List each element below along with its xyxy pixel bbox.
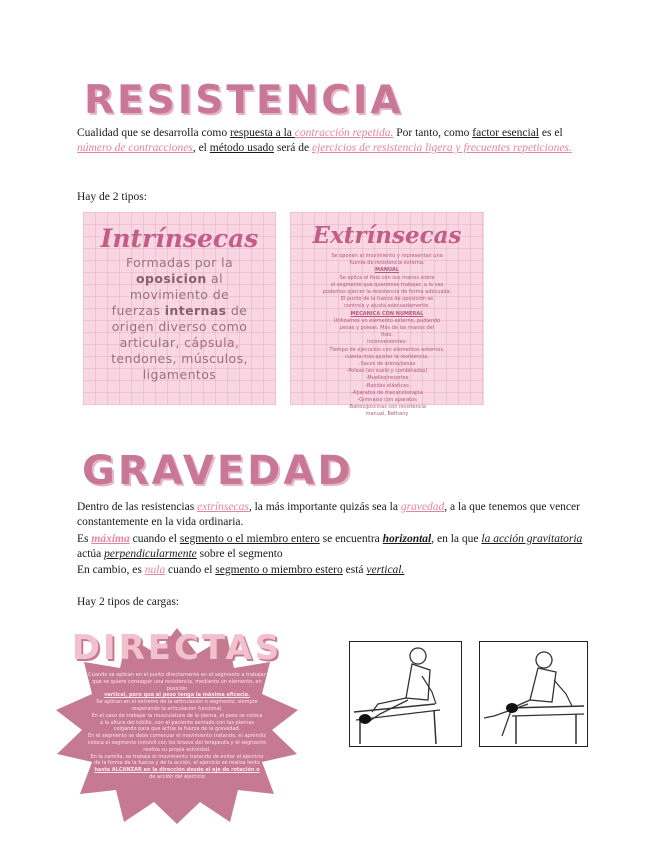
text-line: MECANICA CON NUMERAL xyxy=(350,310,424,317)
gravedad-paragraph-2 xyxy=(77,532,587,562)
text-run: segmento o miembro estero xyxy=(215,564,343,576)
gravedad-paragraph-3 xyxy=(77,563,587,578)
cargas-label: Hay 2 tipos de cargas: xyxy=(77,596,179,608)
text-run: sobre el segmento xyxy=(196,548,283,560)
card-title: Extrínsecas xyxy=(312,222,462,249)
card-line: tendones, músculos, xyxy=(111,351,248,366)
text-line: que se quiere conseguir una resistencia, mediante un elemento, en posición xyxy=(92,678,262,692)
card-line: articular, cápsula, xyxy=(119,335,240,350)
directas-badge xyxy=(52,624,302,824)
text-line: El punto de la fuerza de oposición se xyxy=(340,296,434,303)
card-intrinsecas xyxy=(83,212,276,405)
directas-title: DIRECTAS xyxy=(71,628,283,668)
text-line: MANUAL xyxy=(375,267,399,274)
text-line: fuente de resistencia externa. xyxy=(349,260,425,267)
text-line: -Gimnasio con aparatos xyxy=(357,397,417,404)
text-line: manual, Bethany xyxy=(365,411,409,418)
highlight-numero: número de contracciones xyxy=(77,142,193,154)
text-run: es el xyxy=(539,127,563,139)
highlight-maxima: máxima xyxy=(91,533,130,545)
text-line: hasta ALCANZAR en la dirección desde el eje de rotación o xyxy=(94,767,260,774)
text-run: será de xyxy=(273,142,312,154)
tipos-label: Hay de 2 tipos: xyxy=(77,191,147,203)
text-line: cuesta más ajustar la resistencia. xyxy=(345,353,429,360)
text-run: la acción gravitatoria xyxy=(481,533,583,545)
text-run: , a la que tenemos que vencer constantemente en la vida ordinaria. xyxy=(77,501,580,528)
text-run: actúa xyxy=(77,548,105,560)
text-line: respetando la articulación funcional. xyxy=(131,705,223,712)
text-line: En el caso de trabajar la musculatura de la pierna, el peso se coloca xyxy=(91,712,263,719)
card-line: Formadas por la xyxy=(125,255,234,270)
card-line: origen diverso como xyxy=(111,319,248,334)
gravedad-paragraph-1 xyxy=(77,500,587,530)
text-line: vertical, pero que el peso tenga la máxima eficacia. xyxy=(104,692,250,699)
text-run: factor esencial xyxy=(472,127,540,139)
text-run: respuesta a la xyxy=(229,127,295,139)
text-line: -Muelles/resortes xyxy=(365,375,409,382)
text-line: -Poleas (en suelo y combinadas) xyxy=(346,368,428,375)
text-run: horizontal xyxy=(382,533,432,545)
text-line: Inconvenientes: xyxy=(367,339,407,346)
text-line: Tiempo de ejecución con elementos externos, xyxy=(329,346,445,353)
text-run: En cambio, es xyxy=(77,564,145,576)
highlight-ejercicios: ejercicios de resistencia ligera y frecuentes repeticiones. xyxy=(311,142,572,154)
exercise-photo-2 xyxy=(479,641,588,747)
text-line: -Sacos de arena/pesas xyxy=(358,361,416,368)
highlight-contraccion: contracción repetida. xyxy=(294,127,394,139)
text-line: de la forma de la fuerza y de la acción, el ejercicio se realiza lento xyxy=(94,760,260,767)
card-line: fuerzas internas de xyxy=(111,303,248,318)
text-line: En la camilla, se trabaja el movimiento tratando de evitar el ejercicio xyxy=(90,753,264,760)
text-line: -Aparatos de mecanoterapia xyxy=(351,389,423,396)
highlight-extrinsecas: extrínsecas xyxy=(197,501,249,513)
text-run: está xyxy=(342,564,367,576)
ankle-weight-exercise-illustration xyxy=(480,642,587,746)
text-run: cuando el xyxy=(165,564,216,576)
seated-knee-extension-illustration xyxy=(350,642,461,746)
text-run: segmento o el miembro entero xyxy=(179,533,320,545)
text-line: coloca el segmento inmóvil con los brazos del terapeuta y el segmento xyxy=(87,739,267,746)
text-line: controla y ajusta adecuadamente. xyxy=(344,303,430,310)
text-run: Por tanto, como xyxy=(393,127,473,139)
text-run: método usado xyxy=(209,142,274,154)
highlight-nula: nula xyxy=(144,564,166,576)
highlight-gravedad: gravedad xyxy=(400,501,445,513)
resistencia-title: RESISTENCIA xyxy=(84,78,404,123)
text-line: el segmento que queremos trabajar, a la vez xyxy=(330,281,444,288)
text-line: de acción del ejercicio xyxy=(149,773,205,780)
text-line: Se aplican en el extremo de la articulación o segmento, siempre xyxy=(96,699,258,706)
text-line: realiza su propia actividad. xyxy=(143,746,211,753)
directas-body xyxy=(82,672,272,781)
text-run: Dentro de las resistencias xyxy=(77,501,198,513)
text-line: -Baños/piscinas con resistencia xyxy=(348,404,426,411)
text-line: Se aplica el fisio con sus manos sobre xyxy=(339,274,435,281)
gravedad-title: GRAVEDAD xyxy=(82,448,354,494)
card-body xyxy=(83,255,276,383)
text-line: pesas y poleas. Más de las manos del xyxy=(339,325,435,332)
text-run: se encuentra xyxy=(319,533,383,545)
text-line: En el segmento se debe comenzar el movimiento tratando, el aprendiz xyxy=(88,733,266,740)
text-line: Utilizamos un elemento externo, pudiendo xyxy=(333,317,441,324)
card-line: oposicion al xyxy=(136,271,223,286)
text-line: fisio. xyxy=(381,332,393,339)
card-line: ligamentos xyxy=(142,367,217,382)
text-line: a la altura del tobillo, con el paciente sentado con las piernas xyxy=(99,719,255,726)
card-extrinsecas xyxy=(290,212,484,418)
text-line: Cuando se aplican en el punto directamente en el segmento a trabajar xyxy=(88,672,266,678)
text-line: podemos ejercer la resistencia de forma adecuada. xyxy=(322,289,452,296)
text-run: Es xyxy=(77,533,92,545)
text-run: vertical. xyxy=(366,564,405,576)
card-body xyxy=(290,253,484,419)
text-line: -Bandas elásticas xyxy=(365,382,409,389)
text-line: Se oponen al movimiento y representan una xyxy=(331,253,443,259)
text-run: , la más importante quizás sea la xyxy=(248,501,401,513)
text-run: perpendicularmente xyxy=(104,548,197,560)
text-run: cuando el xyxy=(129,533,180,545)
text-run: Cualidad que se desarrolla como xyxy=(77,127,230,139)
card-title: Intrínsecas xyxy=(100,224,259,253)
card-line: movimiento de xyxy=(129,287,230,302)
resistencia-paragraph xyxy=(77,126,582,156)
text-run: , en la que xyxy=(431,533,482,545)
text-line: colgando para que actúe la fuerza de la gravedad. xyxy=(113,726,241,733)
exercise-photo-1 xyxy=(349,641,462,747)
text-run: , el xyxy=(192,142,210,154)
